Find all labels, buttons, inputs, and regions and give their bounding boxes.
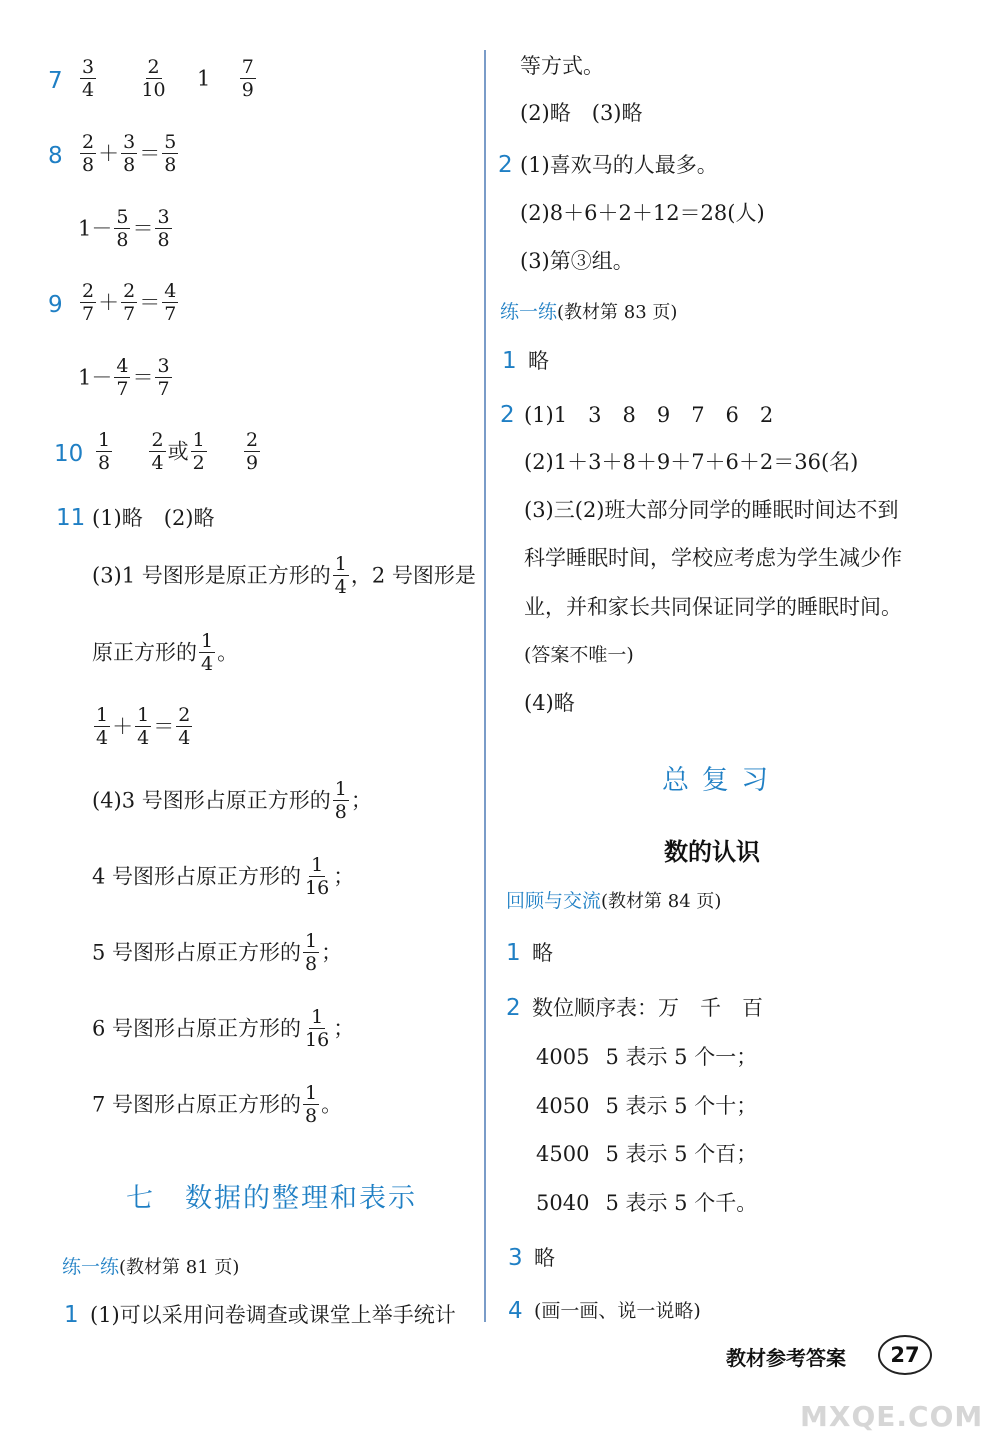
chapter-heading [126,1176,417,1215]
q11-shape-4: 4 号图形占原正方形的 $\frac{1}{16}$ ； [92,854,355,899]
item-1-text: (1)可以采用问卷调查或课堂上举手统计 [90,1303,456,1327]
question-number-10: 10 [54,441,84,467]
q8-equation-2: 1－ $\frac{5}{8}$ ＝ $\frac{3}{8}$ [78,206,170,251]
place-value-row: 4050 5 表示 5 个十； [536,1094,758,1118]
review-heading: 总 复 习 [662,765,771,796]
fraction: $\frac{7}{9}$ [241,56,254,101]
item-2-line-4: 科学睡眠时间，学校应考虑为学生减少作 [524,546,902,570]
continued-answers: (2)略 (3)略 [520,101,643,125]
review-4-text: (画一画、说一说略) [534,1300,701,1322]
item-2-line-5: 业，并和家长共同保证同学的睡眠时间。 [524,595,902,619]
item-2-note: (答案不唯一) [524,644,634,666]
q2-line-2: (2)8＋6＋2＋12＝28(人) [520,201,765,225]
question-number-11: 11 [56,505,86,531]
item-2-line-2: (2)1＋3＋8＋9＋7＋6＋2＝36(名) [524,450,859,474]
question-number-7: 7 [48,68,63,94]
q9-equation-2: 1－ $\frac{4}{7}$ ＝ $\frac{3}{7}$ [78,355,170,400]
review-2-title: 数位顺序表：万 千 百 [532,996,763,1020]
review-number-4: 4 [508,1298,523,1324]
section-label-p84: 回顾与交流(教材第 84 页) [506,890,722,912]
review-number-3: 3 [508,1245,523,1271]
fraction: $\frac{3}{4}$ [82,56,95,101]
review-subheading: 数的认识 [664,838,760,866]
review-1-text: 略 [532,941,553,965]
q8-equation-1: $\frac{2}{8}$ ＋ $\frac{3}{8}$ ＝ $\frac{5}{8}$ [82,131,177,176]
item-2-line-1: (1)1 3 8 9 7 6 2 [524,403,774,427]
continued-text: 等方式。 [520,54,604,78]
item-2-line-3: (3)三(2)班大部分同学的睡眠时间达不到 [524,498,899,522]
place-value-row: 5040 5 表示 5 个千。 [536,1191,758,1215]
q2-line-1: (1)喜欢马的人最多。 [520,153,718,177]
review-number-2: 2 [506,995,521,1021]
item-number-1: 1 [64,1302,79,1328]
review-number-1: 1 [506,940,521,966]
question-number-8: 8 [48,143,63,169]
section-label-p83: 练一练(教材第 83 页) [500,301,678,323]
q11-sum-equation: $\frac{1}{4}$ ＋ $\frac{1}{4}$ ＝ $\frac{2}{4}$ [96,704,191,749]
q11-part-4: (4)3 号图形占原正方形的 $\frac{1}{8}$ ； [92,778,372,823]
fraction: $\frac{2}{10}$ [141,56,166,101]
chapter-number: 七 [126,1183,155,1214]
item-number-2-right: 2 [500,402,515,428]
section-label-p81: 练一练(教材第 81 页) [62,1256,240,1278]
footer-label: 教材参考答案 [726,1346,846,1370]
q11-shape-5: 5 号图形占原正方形的 $\frac{1}{8}$ ； [92,930,343,975]
q11-shape-7: 7 号图形占原正方形的 $\frac{1}{8}$ 。 [92,1082,343,1127]
review-3-text: 略 [534,1246,555,1270]
q11-part-3-line-2: 原正方形的 $\frac{1}{4}$ 。 [92,630,239,675]
q11-shape-6: 6 号图形占原正方形的 $\frac{1}{16}$ ； [92,1006,355,1051]
question-number-9: 9 [48,292,63,318]
q9-equation-1: $\frac{2}{7}$ ＋ $\frac{2}{7}$ ＝ $\frac{4}{7}$ [82,280,177,325]
column-divider [484,50,486,1322]
place-value-row: 4500 5 表示 5 个百； [536,1142,758,1166]
q2-line-3: (3)第③组。 [520,249,634,273]
q10-answer: $\frac{1}{8}$ $\frac{2}{4}$ 或 $\frac{1}{2}$ $\frac{2}{9}$ [98,429,259,474]
item-2-line-7: (4)略 [524,691,575,715]
item-number-1-right: 1 [502,348,517,374]
item-1-right-text: 略 [528,349,549,373]
question-number-2: 2 [498,152,513,178]
q11-part-3-line-1: (3)1 号图形是原正方形的 $\frac{1}{4}$ ，2 号图形是 [92,553,476,598]
place-value-row: 4005 5 表示 5 个一； [536,1045,758,1069]
chapter-title: 数据的整理和表示 [185,1183,417,1214]
watermark: MXQE.COM [800,1400,984,1433]
q7-answer: $\frac{3}{4}$ $\frac{2}{10}$ 1 $\frac{7}{9}$ [82,56,254,101]
q11-line-1: (1)略 (2)略 [92,506,215,530]
page-number: 27 [878,1335,932,1375]
